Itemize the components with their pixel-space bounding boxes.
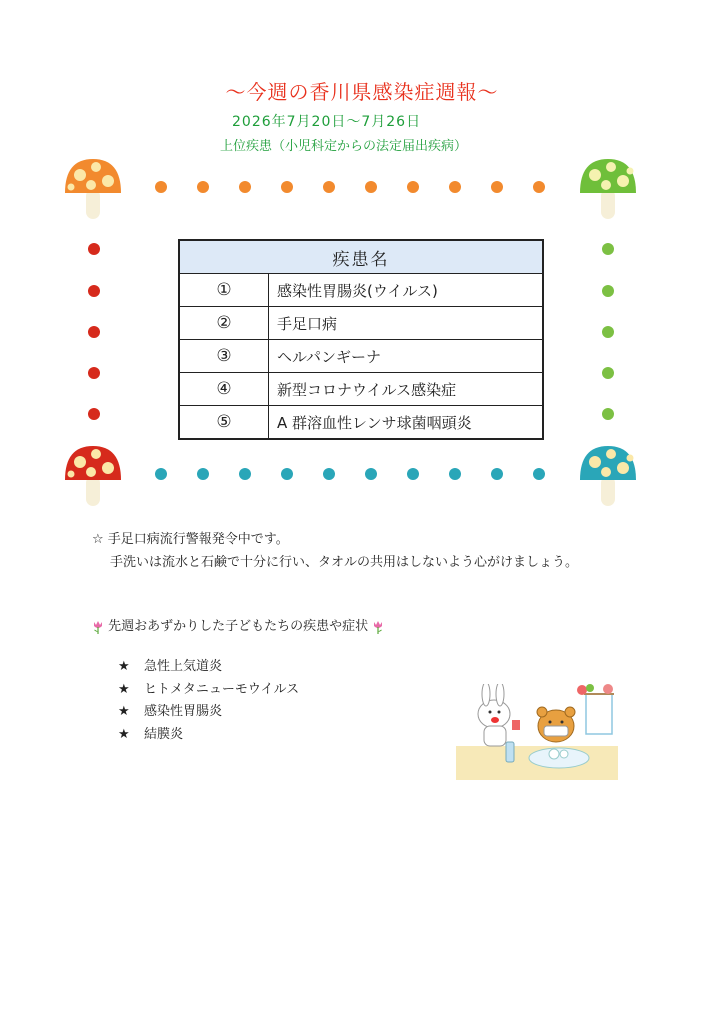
frame-dot (88, 285, 100, 297)
frame-dot (88, 367, 100, 379)
frame-dot (491, 468, 503, 480)
mushroom-green-icon (578, 153, 638, 223)
frame-dot (602, 285, 614, 297)
frame-dot (88, 326, 100, 338)
table-row (179, 274, 543, 307)
disease-cell: ヘルパンギーナ (269, 340, 544, 373)
frame-dot (155, 468, 167, 480)
frame-dot (602, 367, 614, 379)
mushroom-teal-icon (578, 440, 638, 510)
frame-dot (407, 181, 419, 193)
frame-dot (281, 181, 293, 193)
rank-cell: ③ (179, 340, 269, 373)
disease-ranking-table (178, 239, 544, 440)
frame-dot (155, 181, 167, 193)
frame-dot (239, 468, 251, 480)
date-range: 2026年7月20日～7月26日 (232, 114, 422, 130)
table-row (179, 340, 543, 373)
ranking-subtitle: 上位疾患（小児科定からの法定届出疾病） (220, 139, 468, 154)
frame-dot (449, 468, 461, 480)
symptoms-heading (92, 615, 384, 634)
table-row (179, 406, 543, 440)
disease-cell: A 群溶血性レンサ球菌咽頭炎 (269, 406, 544, 440)
frame-dot (365, 181, 377, 193)
list-item: ★ 急性上気道炎 (118, 656, 299, 679)
tulip-icon (372, 620, 384, 634)
star-icon: ★ (118, 704, 130, 719)
handwashing-illustration (456, 684, 618, 780)
star-outline-icon: ☆ (92, 532, 104, 547)
star-icon: ★ (118, 681, 130, 697)
rank-cell: ② (179, 307, 269, 340)
table-row (179, 373, 543, 406)
frame-dot (491, 181, 503, 193)
frame-dot (88, 408, 100, 420)
frame-dot (323, 181, 335, 193)
disease-cell: 手足口病 (269, 307, 544, 340)
star-icon: ★ (118, 726, 130, 742)
frame-dot (533, 468, 545, 480)
list-item: ★ 感染性胃腸炎 (118, 701, 299, 724)
frame-dot (197, 468, 209, 480)
frame-dot (323, 468, 335, 480)
rank-cell: ⑤ (179, 406, 269, 440)
page-title: ～今週の香川県感染症週報～ (225, 80, 499, 104)
table-header: 疾患名 (179, 240, 543, 274)
mushroom-orange-icon (63, 153, 123, 223)
frame-dot (239, 181, 251, 193)
list-item: ★ ヒトメタニューモウイルス (118, 679, 299, 702)
frame-dot (281, 468, 293, 480)
notice-line-2: 手洗いは流水と石鹸で十分に行い、タオルの共用はしないよう心がけましょう。 (110, 555, 579, 570)
frame-dot (197, 181, 209, 193)
frame-dot (407, 468, 419, 480)
tulip-icon (92, 620, 104, 634)
outbreak-notice (92, 528, 578, 574)
rank-cell: ④ (179, 373, 269, 406)
disease-cell: 新型コロナウイルス感染症 (269, 373, 544, 406)
star-icon: ★ (118, 659, 130, 674)
symptom-list (118, 656, 299, 746)
disease-cell: 感染性胃腸炎(ウイルス) (269, 274, 544, 307)
rank-cell: ① (179, 274, 269, 307)
table-row (179, 307, 543, 340)
frame-dot (602, 408, 614, 420)
frame-dot (365, 468, 377, 480)
symptoms-heading-text: 先週おあずかりした子どもたちの疾患や症状 (108, 619, 369, 634)
frame-dot (88, 243, 100, 255)
frame-dot (602, 326, 614, 338)
frame-dot (449, 181, 461, 193)
frame-dot (602, 243, 614, 255)
frame-dot (533, 181, 545, 193)
list-item: ★ 結膜炎 (118, 724, 299, 747)
notice-line-1: 手足口病流行警報発令中です。 (107, 532, 289, 547)
mushroom-red-icon (63, 440, 123, 510)
